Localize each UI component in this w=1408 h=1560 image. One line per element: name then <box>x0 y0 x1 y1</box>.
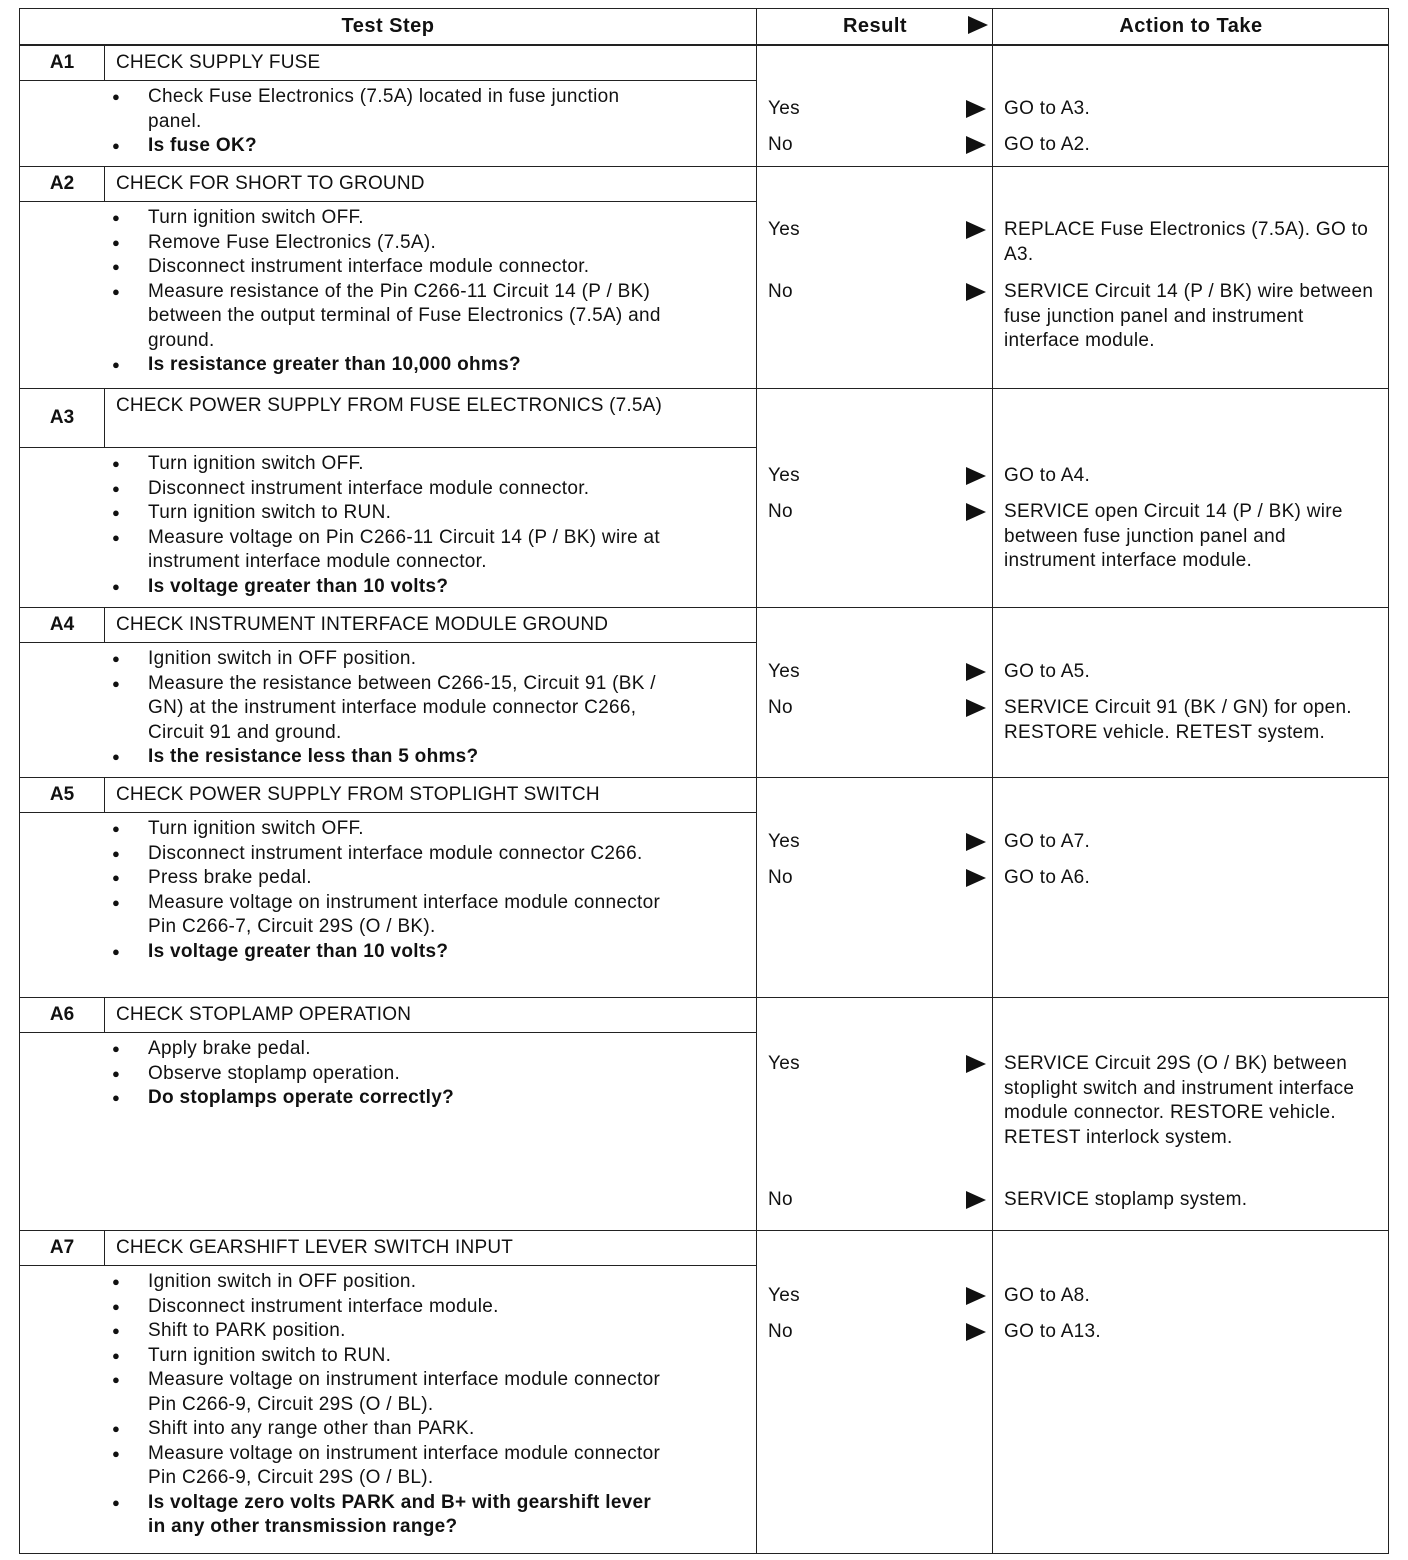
step-question: ● Do stoplamps operate correctly? <box>112 1086 672 1111</box>
step-procedure-list <box>112 1270 672 1540</box>
step-id: A3 <box>49 406 75 428</box>
header-test-step: Test Step <box>20 9 756 45</box>
step-id-divider <box>104 997 105 1032</box>
result-arrow-icon <box>966 100 986 118</box>
result-arrow-icon <box>966 869 986 887</box>
step-procedure-item: ● Measure resistance of the Pin C266-11 Circuit 14 (P / BK) between the output terminal of Fuse Electronics (7.5A) and ground. <box>112 280 672 354</box>
step-id-divider <box>104 166 105 201</box>
result-arrow-icon <box>966 503 986 521</box>
step-procedure-item: ● Check Fuse Electronics (7.5A) located in fuse junction panel. <box>112 85 672 134</box>
result-arrow-icon <box>966 1323 986 1341</box>
action-text: GO to A6. <box>1004 867 1091 888</box>
row-divider <box>20 45 1388 46</box>
step-procedure-item: ● Disconnect instrument interface module. <box>112 1295 672 1320</box>
action-text: REPLACE Fuse Electronics (7.5A). GO to A3. <box>1004 219 1369 265</box>
step-procedure-item: ● Press brake pedal. <box>112 866 672 891</box>
action-text: SERVICE stoplamp system. <box>1004 1189 1248 1210</box>
step-question: ● Is voltage greater than 10 volts? <box>112 940 672 965</box>
result-label: No <box>768 867 793 888</box>
result-label: No <box>768 501 793 522</box>
row-divider <box>20 607 1388 608</box>
step-procedure-list <box>112 1037 672 1111</box>
header-arrow-icon <box>968 16 988 34</box>
step-title: CHECK STOPLAMP OPERATION <box>116 1004 412 1025</box>
action-text: GO to A4. <box>1004 465 1091 486</box>
step-procedure-item: ● Ignition switch in OFF position. <box>112 1270 672 1295</box>
step-title-divider <box>20 1265 756 1266</box>
step-procedure-item: ● Turn ignition switch OFF. <box>112 206 672 231</box>
result-label: Yes <box>768 831 800 852</box>
result-arrow-icon <box>966 1191 986 1209</box>
column-divider-action <box>992 9 993 1553</box>
header-result-label: Result <box>842 15 908 37</box>
action-text: GO to A8. <box>1004 1285 1091 1306</box>
step-title: CHECK GEARSHIFT LEVER SWITCH INPUT <box>116 1237 514 1258</box>
step-id-divider <box>104 388 105 447</box>
step-title-divider <box>20 80 756 81</box>
action-text: SERVICE Circuit 14 (P / BK) wire between fuse junction panel and instrument interface module. <box>1004 281 1374 351</box>
action-text: GO to A13. <box>1004 1321 1101 1342</box>
result-arrow-icon <box>966 467 986 485</box>
result-label: Yes <box>768 1053 800 1074</box>
step-procedure-item: ● Turn ignition switch to RUN. <box>112 501 672 526</box>
result-label: Yes <box>768 465 800 486</box>
step-procedure-item: ● Measure voltage on instrument interface module connector Pin C266-9, Circuit 29S (O / BL). <box>112 1442 672 1491</box>
step-procedure-item: ● Shift into any range other than PARK. <box>112 1417 672 1442</box>
row-divider <box>20 1230 1388 1231</box>
step-title-divider <box>20 812 756 813</box>
row-divider <box>20 777 1388 778</box>
step-id: A1 <box>49 51 75 73</box>
step-title-divider <box>20 201 756 202</box>
step-title: CHECK FOR SHORT TO GROUND <box>116 173 425 194</box>
result-arrow-icon <box>966 663 986 681</box>
step-id-divider <box>104 45 105 80</box>
result-label: No <box>768 134 793 155</box>
step-title-divider <box>20 642 756 643</box>
column-divider-result <box>756 9 757 1553</box>
action-text: GO to A5. <box>1004 661 1091 682</box>
step-question: ● Is voltage greater than 10 volts? <box>112 575 672 600</box>
step-procedure-item: ● Measure voltage on instrument interface module connector Pin C266-7, Circuit 29S (O / BK). <box>112 891 672 940</box>
result-label: No <box>768 697 793 718</box>
action-text: GO to A7. <box>1004 831 1091 852</box>
step-procedure-item: ● Turn ignition switch OFF. <box>112 817 672 842</box>
step-question: ● Is voltage zero volts PARK and B+ with gearshift lever in any other transmission range? <box>112 1491 672 1540</box>
step-title: CHECK INSTRUMENT INTERFACE MODULE GROUND <box>116 614 609 635</box>
step-id-divider <box>104 607 105 642</box>
step-procedure-list <box>112 647 672 770</box>
result-arrow-icon <box>966 699 986 717</box>
step-procedure-item: ● Disconnect instrument interface module connector. <box>112 255 672 280</box>
step-id: A2 <box>49 172 75 194</box>
step-procedure-item: ● Ignition switch in OFF position. <box>112 647 672 672</box>
diagnostic-table <box>19 8 1389 1554</box>
step-procedure-item: ● Observe stoplamp operation. <box>112 1062 672 1087</box>
step-title: CHECK POWER SUPPLY FROM FUSE ELECTRONICS (7.5A) <box>116 395 663 416</box>
action-text: GO to A2. <box>1004 134 1091 155</box>
step-procedure-item: ● Remove Fuse Electronics (7.5A). <box>112 231 672 256</box>
result-arrow-icon <box>966 136 986 154</box>
step-question: ● Is the resistance less than 5 ohms? <box>112 745 672 770</box>
step-procedure-item: ● Shift to PARK position. <box>112 1319 672 1344</box>
step-procedure-item: ● Disconnect instrument interface module connector. <box>112 477 672 502</box>
step-question: ● Is resistance greater than 10,000 ohms? <box>112 353 672 378</box>
row-divider <box>20 997 1388 998</box>
step-procedure-list <box>112 85 672 159</box>
step-procedure-list <box>112 817 672 964</box>
result-label: Yes <box>768 1285 800 1306</box>
result-arrow-icon <box>966 221 986 239</box>
header-action: Action to Take <box>994 9 1388 45</box>
row-divider <box>20 388 1388 389</box>
result-label: Yes <box>768 219 800 240</box>
row-divider <box>20 166 1388 167</box>
result-label: Yes <box>768 661 800 682</box>
action-text: SERVICE open Circuit 14 (P / BK) wire between fuse junction panel and instrument interface module. <box>1004 501 1343 571</box>
action-text: GO to A3. <box>1004 98 1091 119</box>
step-procedure-item: ● Turn ignition switch to RUN. <box>112 1344 672 1369</box>
step-title-divider <box>20 447 756 448</box>
step-id-divider <box>104 777 105 812</box>
step-id: A6 <box>49 1003 75 1025</box>
result-label: Yes <box>768 98 800 119</box>
result-label: No <box>768 1189 793 1210</box>
step-id: A5 <box>49 783 75 805</box>
action-text: SERVICE Circuit 91 (BK / GN) for open. RESTORE vehicle. RETEST system. <box>1004 697 1352 743</box>
result-arrow-icon <box>966 833 986 851</box>
header-result <box>756 9 994 45</box>
step-procedure-item: ● Apply brake pedal. <box>112 1037 672 1062</box>
step-procedure-item: ● Measure voltage on instrument interface module connector Pin C266-9, Circuit 29S (O / BL). <box>112 1368 672 1417</box>
step-id-divider <box>104 1230 105 1265</box>
result-label: No <box>768 281 793 302</box>
step-title: CHECK POWER SUPPLY FROM STOPLIGHT SWITCH <box>116 784 600 805</box>
step-title: CHECK SUPPLY FUSE <box>116 52 321 73</box>
step-procedure-item: ● Turn ignition switch OFF. <box>112 452 672 477</box>
step-procedure-list <box>112 206 672 378</box>
step-procedure-item: ● Measure the resistance between C266-15, Circuit 91 (BK / GN) at the instrument interface module connector C266, Circuit 91 and ground. <box>112 672 672 746</box>
action-text: SERVICE Circuit 29S (O / BK) between stoplight switch and instrument interface module connector. RESTORE vehicle. RETEST interlock system. <box>1004 1053 1355 1148</box>
result-arrow-icon <box>966 1287 986 1305</box>
result-arrow-icon <box>966 1055 986 1073</box>
step-title-divider <box>20 1032 756 1033</box>
step-id: A7 <box>49 1236 75 1258</box>
step-procedure-item: ● Disconnect instrument interface module connector C266. <box>112 842 672 867</box>
step-question: ● Is fuse OK? <box>112 134 672 159</box>
result-label: No <box>768 1321 793 1342</box>
step-procedure-list <box>112 452 672 599</box>
result-arrow-icon <box>966 283 986 301</box>
step-procedure-item: ● Measure voltage on Pin C266-11 Circuit 14 (P / BK) wire at instrument interface module connector. <box>112 526 672 575</box>
step-id: A4 <box>49 613 75 635</box>
